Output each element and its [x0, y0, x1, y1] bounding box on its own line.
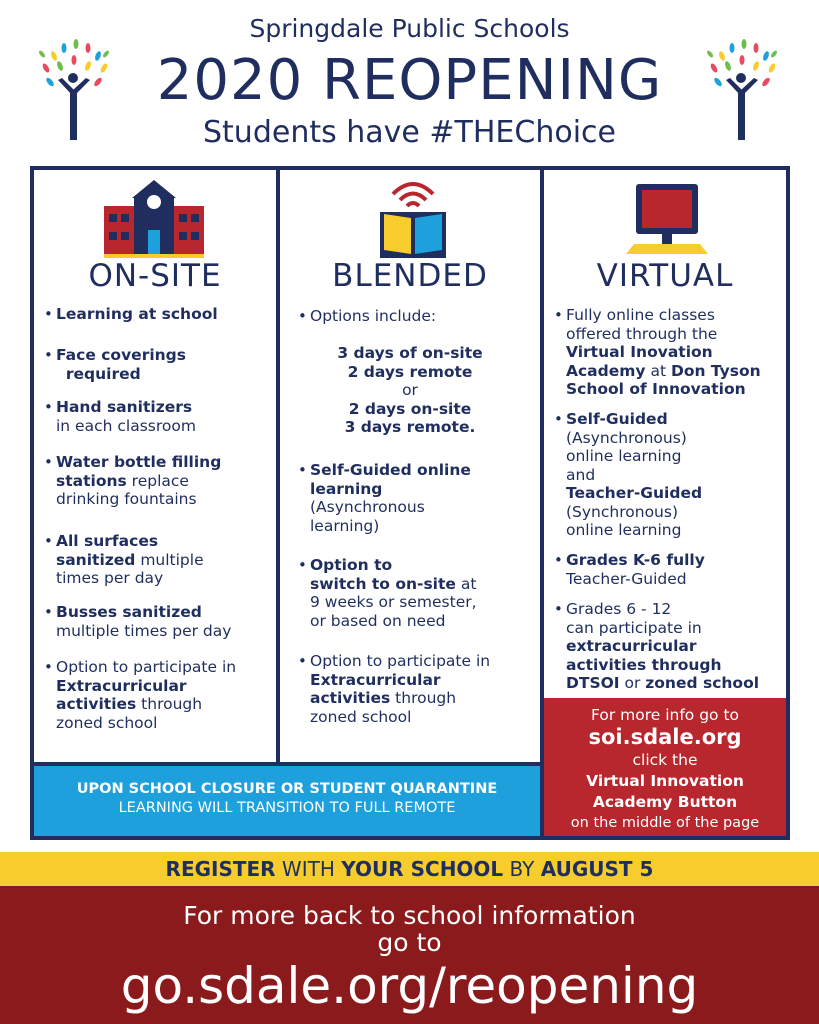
closure-line-2: LEARNING WILL TRANSITION TO FULL REMOTE [118, 800, 456, 816]
register-banner: REGISTER WITH YOUR SCHOOL BY AUGUST 5 [0, 852, 819, 886]
more-info-box [544, 698, 786, 836]
list-item: • Option to participate in Extracurricular activities through zoned school [44, 658, 237, 732]
list-item: • Water bottle filling stations replace drinking fountains [44, 453, 222, 508]
closure-banner [34, 766, 540, 836]
more-info-line: For more info go to [590, 706, 740, 724]
list-item: • Options include: [298, 307, 437, 325]
list-item: • Learning at school [44, 305, 218, 323]
list-item: • Busses sanitized multiple times per day [44, 603, 232, 640]
tree-logo-left-icon [36, 38, 112, 142]
list-item: • Face coverings required [44, 346, 187, 383]
blended-title: BLENDED [332, 258, 488, 294]
footer-line-2: go to [377, 928, 442, 957]
more-info-link[interactable]: soi.sdale.org [588, 725, 742, 749]
computer-monitor-icon [624, 184, 710, 256]
more-info-line: click the [632, 751, 698, 769]
list-item: • Fully online classes offered through the Virtual Inovation Academy at Don Tyson School of Innovation [554, 306, 761, 398]
schedule-options: 3 days of on-site 2 days remote or 2 days on-site 3 days remote. [337, 344, 483, 436]
footer-banner [0, 886, 819, 1024]
footer-url-link[interactable]: go.sdale.org/reopening [120, 957, 699, 1015]
closure-line-1: UPON SCHOOL CLOSURE OR STUDENT QUARANTINE [76, 781, 498, 797]
list-item: • Grades K-6 fully Teacher-Guided [554, 551, 705, 588]
tree-logo-right-icon [704, 38, 780, 142]
list-item: • All surfaces sanitized multiple times per day [44, 532, 204, 587]
virtual-title: VIRTUAL [596, 258, 734, 294]
list-item: • Option to participate in Extracurricular activities through zoned school [298, 652, 491, 726]
more-info-line: Academy Button [592, 793, 738, 811]
more-info-line: on the middle of the page [570, 815, 760, 831]
more-info-line: Virtual Innovation [586, 772, 744, 790]
list-item: • Self-Guided online learning (Asynchronous learning) [298, 461, 471, 535]
list-item: • Self-Guided (Asynchronous) online learning and Teacher-Guided (Synchronous) online learning [554, 410, 703, 539]
list-item: • Grades 6 - 12 can participate in extracurricular activities through DTSOI or zoned school [554, 600, 760, 692]
footer-line-1: For more back to school information [183, 901, 636, 930]
onsite-title: ON-SITE [88, 258, 222, 294]
page-subtitle: Students have #THEChoice [203, 115, 616, 150]
list-item: • Hand sanitizers in each classroom [44, 398, 196, 435]
school-building-icon [104, 180, 204, 258]
page-title: 2020 REOPENING [156, 48, 663, 113]
list-item: • Option to switch to on-site at 9 weeks or semester, or based on need [298, 556, 477, 630]
book-wifi-icon [378, 178, 448, 260]
org-name: Springdale Public Schools [249, 14, 570, 43]
